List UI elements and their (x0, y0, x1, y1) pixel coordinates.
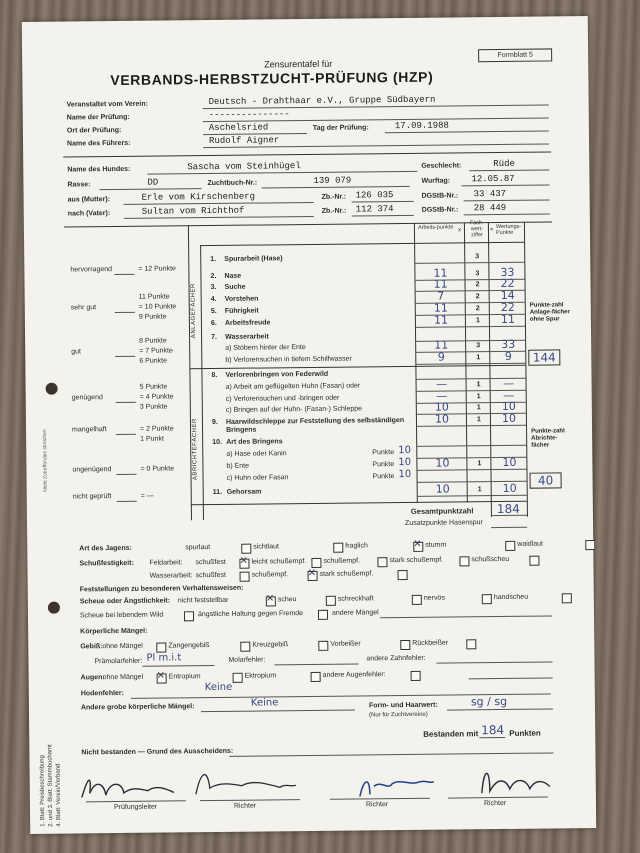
wurftag-label: Wurftag: (421, 177, 451, 185)
row-wertung: 10 (501, 411, 517, 425)
row-fachwert: 2 (475, 281, 480, 289)
row-line (416, 425, 526, 427)
side-note-4: Nicht Zutreffendes streichen (42, 429, 49, 492)
row-line (416, 445, 526, 447)
option-label: spurlaut (185, 544, 211, 552)
verein-label: Veranstaltet vom Verein: (66, 100, 148, 109)
wurftag-line (461, 184, 549, 186)
sig-role-1: Prüfungsleiter (113, 803, 158, 812)
signature-pruefungsleiter (82, 779, 174, 797)
vater-dgstb-value: 28 449 (473, 202, 507, 214)
scale-label: hervorragend (70, 266, 113, 274)
side-note-1: 1. Blatt: Preisbeschreibung (39, 755, 47, 827)
geschlecht-line (469, 169, 549, 171)
option-checkbox[interactable] (562, 593, 572, 603)
option-checkbox[interactable] (241, 544, 251, 554)
option-checkbox[interactable] (398, 570, 408, 580)
option-label: Rückbeißer (412, 639, 449, 647)
tag-value: 17.09.1988 (394, 120, 449, 132)
row-label: a) Arbeit am geflügelten Huhn (Fasan) oder (225, 382, 361, 391)
vater-dgstb-line (464, 213, 550, 215)
row-number: 3. (210, 283, 217, 292)
row-wertung: — (503, 388, 515, 402)
scale-label: ungenügend (72, 466, 112, 474)
scale-points: = 12 Punkte (138, 265, 176, 273)
header-subtitle: Zensurentafel für (264, 58, 333, 70)
option-checkbox[interactable] (412, 595, 422, 605)
option-checkbox[interactable] (240, 642, 250, 652)
row-arbeitspunkte: 11 (433, 266, 448, 280)
abricht-sum-label: Punkte-zahl Abrichte-fächer (531, 428, 565, 449)
name-pruefung-value: --------------- (208, 109, 290, 121)
row-wertung: 9 (504, 349, 512, 363)
zuchtbuch-value: 139 079 (313, 175, 352, 186)
row-arbeitspunkte: 11 (433, 301, 448, 315)
mutter-value: Erle vom Kirschenberg (141, 191, 256, 203)
row-number: 8. (211, 371, 218, 380)
mutter-dgstb-label: DGStB-Nr.: (421, 192, 459, 200)
scale-line (117, 474, 137, 475)
option-checkbox[interactable] (482, 594, 492, 604)
row-wertung: 10 (501, 399, 516, 413)
row-label: Spurarbeit (Hase) (224, 255, 283, 263)
bestanden-label: Bestanden mit (423, 729, 479, 739)
row-arbeitspunkte: 10 (435, 456, 450, 470)
abricht-sum-box: 40 (530, 472, 562, 488)
option-checkbox[interactable] (505, 541, 515, 551)
angst-checkbox[interactable] (318, 610, 328, 620)
option-label: stumm (425, 541, 447, 549)
scale-label: genügend (71, 394, 103, 402)
row-label: Wasserarbeit (225, 333, 269, 341)
row-arbeitspunkte: 11 (433, 277, 448, 291)
option-checkbox[interactable] (233, 673, 243, 683)
wild-checkbox[interactable] (184, 611, 194, 621)
option-checkbox[interactable] (459, 556, 469, 566)
vater-zb-value: 112 374 (355, 204, 394, 215)
vater-zb-label: Zb.-Nr.: (321, 207, 347, 215)
option-checkbox[interactable] (377, 557, 387, 567)
scale-points: 3 Punkte (139, 403, 168, 411)
wurftag-value: 12.05.87 (471, 173, 515, 185)
row-sub-value: 10 (398, 456, 412, 469)
check-mark-icon: ✕ (413, 538, 422, 550)
option-checkbox[interactable] (311, 558, 321, 568)
row-label: c) Huhn oder Fasan (226, 474, 289, 482)
tag-label: Tag der Prüfung: (312, 124, 369, 132)
grobe-value: Keine (250, 697, 279, 709)
row-fachwert: 1 (477, 460, 482, 468)
divider-top (63, 151, 551, 157)
gebiss-label: Gebiß: (80, 643, 103, 651)
row-number: 5. (210, 307, 217, 316)
option-label: Kreuzgebiß (252, 641, 289, 649)
dog-name-label: Name des Hundes: (67, 165, 131, 174)
row-wertung: 10 (502, 455, 517, 469)
row-wertung: 22 (500, 276, 515, 290)
scale-line (116, 434, 136, 435)
formblatt-box: Formblatt 5 (478, 48, 552, 62)
scale-line (114, 274, 134, 275)
option-label: fraglich (345, 542, 368, 550)
zuchtbuch-line (262, 186, 410, 189)
scale-points: 6 Punkte (139, 357, 167, 365)
col-header-x: x (457, 227, 462, 234)
option-label: waidlaut (517, 540, 543, 548)
scale-points: = 2 Punkte (139, 425, 174, 433)
option-label: ohne Mängel (102, 673, 144, 682)
row-fachwert: 2 (475, 293, 480, 301)
zusatz-line (491, 527, 527, 528)
verein-value: Deutsch - Drahthaar e.V., Gruppe Südbayern (208, 94, 436, 108)
row-number: 9. (211, 418, 218, 427)
mutter-dgstb-line (464, 199, 550, 201)
verhalten-label: Feststellungen zu besonderen Verhaltensweisen: (79, 584, 244, 594)
scale-points: = 0 Punkte (140, 465, 175, 473)
molar-label: Molarfehler: (228, 656, 266, 664)
abricht-bottom (191, 501, 527, 506)
fuehrer-label: Name des Führers: (67, 139, 131, 148)
augen-andere-line (469, 677, 553, 679)
row-line (414, 262, 524, 264)
row-arbeitspunkte: — (436, 377, 448, 391)
zuchtbuch-label: Zuchtbuch-Nr.: (207, 179, 258, 188)
option-checkbox[interactable] (411, 671, 421, 681)
row-fachwert: 1 (475, 317, 480, 325)
total-line (491, 515, 527, 516)
option-checkbox[interactable] (585, 540, 595, 550)
signature-richter-2 (360, 781, 434, 796)
check-mark-icon: ✕ (156, 670, 166, 682)
scale-line (117, 501, 137, 502)
col-header-eq: = (489, 227, 494, 234)
scale-line (116, 402, 136, 403)
zusatz-label: Zusatzpunkte Hasenspur (405, 519, 483, 527)
mutter-zb-label: Zb.-Nr.: (321, 193, 347, 201)
option-label: ohne Mängel (102, 642, 143, 651)
vater-dgstb-label: DGStB-Nr.: (421, 206, 459, 214)
punch-hole-top (46, 383, 58, 395)
andere-maengel-line (380, 615, 552, 618)
option-checkbox[interactable] (466, 639, 476, 649)
option-label: schußempf. (323, 557, 361, 565)
row-line (416, 469, 526, 471)
koerper-label: Körperliche Mängel: (80, 627, 148, 636)
vater-label: nach (Vater): (67, 210, 111, 218)
bestanden-value: 184 (481, 722, 505, 738)
scale-points: 5 Punkte (139, 383, 168, 391)
scale-points: 1 Punkt (140, 435, 164, 443)
rasse-line (100, 188, 202, 190)
dog-name-value: Sascha vom Steinhügel (187, 161, 301, 173)
scale-points: = — (140, 492, 154, 500)
mutter-dgstb-value: 33 437 (473, 188, 507, 200)
jagen-label: Art des Jagens: (79, 544, 132, 553)
bestanden-suffix: Punkten (509, 728, 541, 738)
row-fachwert: 1 (477, 486, 482, 494)
row-fachwert: 1 (476, 381, 481, 389)
row-label: Suche (224, 283, 246, 291)
scale-points: 8 Punkte (139, 337, 167, 345)
mutter-zb-value: 126 035 (355, 190, 394, 201)
option-label: sichtlaut (253, 543, 279, 551)
geschlecht-value: Rüde (493, 158, 515, 170)
option-label: Zangengebiß (168, 642, 210, 650)
option-label: Vorbeißer (330, 640, 361, 648)
form-value: sg / sg (470, 694, 508, 709)
bestanden-line (479, 737, 505, 738)
anlage-category-label: ANLAGEFÄCHER (190, 283, 198, 339)
row-label: c) Verlorensuchen und -bringen oder (225, 394, 340, 403)
option-label: schreckhaft (337, 595, 374, 603)
row-fachwert: 3 (475, 270, 480, 278)
row-number: 6. (210, 319, 217, 328)
wasser-label: Wasserarbeit: (149, 572, 193, 580)
row-label: Verlorenbringen von Federwild (225, 370, 329, 379)
row-fachwert: 3 (475, 253, 480, 261)
check-mark-icon: ✕ (307, 567, 317, 580)
fuehrer-value: Rudolf Aigner (208, 135, 280, 147)
check-mark-icon: ✕ (239, 555, 248, 567)
row-line (415, 326, 525, 328)
scale-points: 11 Punkte (138, 293, 170, 301)
check-mark-icon: ✕ (265, 593, 275, 605)
row-label: a) Stöbern hinter der Ente (225, 344, 306, 352)
row-wertung: 14 (500, 288, 515, 302)
option-checkbox[interactable] (326, 596, 336, 606)
scale-label: nicht geprüft (72, 493, 112, 501)
page-title: VERBANDS-HERBSTZUCHT-PRÜFUNG (HZP) (110, 68, 434, 89)
scale-points: = 7 Punkte (139, 347, 173, 355)
mutter-label: aus (Mutter): (67, 196, 111, 204)
row-arbeitspunkte: 7 (437, 289, 445, 303)
row-arbeitspunkte: 9 (437, 350, 445, 364)
anlage-bottom (189, 365, 525, 370)
row-label: Nase (224, 272, 242, 280)
geschlecht-label: Geschlecht: (421, 162, 462, 170)
angst-label: ängstliche Haltung gegen Fremde (197, 610, 304, 619)
option-label: Ektropium (244, 672, 277, 680)
hoden-value: Keine (204, 681, 233, 694)
row-fachwert: 1 (476, 404, 481, 412)
option-label: schußfest (195, 558, 226, 567)
grobe-label: Andere grobe körperliche Mängel: (80, 703, 195, 712)
side-note-2: 2. und 3. Blatt: Stammbuchamt (47, 744, 55, 827)
form-label: Form- und Haarwert: (368, 701, 438, 710)
andere-maengel-label: andere Mängel (331, 609, 379, 617)
augen-label: Augen: (80, 674, 105, 682)
anlage-sum-box: 144 (528, 349, 560, 365)
option-label: stark schußempf. (389, 556, 444, 565)
row-fachwert: 3 (476, 342, 481, 350)
wild-label: Scheue bei lebendem Wild (79, 611, 164, 620)
row-line (417, 495, 527, 497)
feld-label: Feldarbeit: (149, 559, 183, 567)
row-label: Arbeitsfreude (224, 319, 271, 327)
table-category-divider (200, 245, 204, 520)
row-label: a) Hase oder Kanin (226, 450, 287, 458)
row-arbeitspunkte: 11 (434, 338, 449, 352)
option-label: schußempf. (251, 571, 289, 579)
form-line (447, 708, 553, 710)
sig-role-3: Richter (365, 801, 389, 809)
ort-value: Aschelsried (208, 122, 269, 134)
option-label: scheu (277, 596, 297, 604)
scale-points: = 10 Punkte (138, 303, 177, 311)
row-label: Führigkeit (224, 307, 259, 315)
total-label: Gesamtpunktzahl (410, 506, 474, 516)
row-label: Gehorsam (226, 488, 262, 496)
row-label: Art des Bringens (226, 438, 283, 446)
row-label: Vorstehen (224, 295, 259, 303)
total-value: 184 (496, 501, 520, 517)
row-label: b) Verlorensuchen in tiefem Schilfwasser (225, 355, 352, 364)
scale-label: sehr gut (70, 304, 97, 312)
option-checkbox[interactable] (156, 643, 166, 653)
option-checkbox[interactable] (318, 641, 328, 651)
rasse-label: Rasse: (67, 181, 91, 189)
row-fachwert: 1 (476, 393, 481, 401)
row-sub-value: 10 (398, 468, 412, 481)
scale-points: = 4 Punkte (139, 393, 174, 401)
row-sub-value: 10 (398, 444, 412, 457)
scale-line (115, 312, 135, 313)
hoden-label: Hodenfehler: (80, 689, 125, 698)
mutter-zb-line (352, 201, 414, 203)
option-label: andere Augenfehler: (322, 671, 386, 679)
score-sheet (22, 16, 596, 834)
row-label: Haarwildschleppe zur Feststellung des selbständigen Bringens (225, 417, 405, 434)
row-wertung: 11 (500, 312, 515, 326)
row-arbeitspunkte: 10 (435, 482, 450, 496)
option-label: nervös (423, 594, 445, 602)
col-wp-right (524, 222, 528, 517)
vater-value: Sultan vom Richthof (141, 205, 245, 217)
praemolar-line (143, 665, 215, 667)
col-header-fachwert: Fach-wert-ziffer (469, 220, 484, 239)
option-label: schußscheu (471, 555, 510, 564)
col-header-arbeitspunkte: Arbeits-punkte (417, 224, 454, 231)
table-header-bottom (200, 242, 524, 246)
row-sub-label: Punkte (372, 461, 395, 469)
row-arbeitspunkte: — (436, 389, 448, 403)
side-note-3: 4. Blatt: Verein/Verband (55, 763, 63, 827)
abricht-category-label: ABRICHTEFÄCHER (191, 418, 199, 481)
nicht-bestanden-label: Nicht bestanden — Grund des Ausscheidens: (81, 747, 234, 757)
row-number: 1. (210, 255, 217, 264)
row-sub-label: Punkte (372, 449, 395, 457)
grobe-line (201, 710, 355, 713)
option-checkbox[interactable] (240, 572, 250, 582)
row-number: 7. (211, 333, 217, 342)
zahn-label: andere Zahnfehler: (366, 654, 426, 663)
col-header-wertungs: Wertungs-Punkte (495, 223, 522, 237)
praemolar-label: Prämolarfehler: (94, 657, 143, 666)
sig-role-2: Richter (233, 802, 257, 810)
row-sub-label: Punkte (372, 473, 395, 481)
option-checkbox[interactable] (311, 672, 321, 682)
rasse-value: DD (147, 177, 159, 188)
option-label: nicht feststellbar (177, 596, 229, 605)
scheu-label: Scheue oder Ängstlichkeit: (79, 597, 171, 606)
scale-points: 9 Punkte (138, 313, 167, 321)
row-wertung: 33 (501, 337, 516, 351)
row-label: c) Bringen auf der Huhn- (Fasan-) Schleppe (225, 405, 363, 414)
option-checkbox[interactable] (529, 556, 539, 566)
row-wertung: 10 (502, 481, 517, 495)
schuss-label: Schußfestigkeit: (79, 559, 134, 568)
sig-role-4: Richter (483, 799, 507, 808)
zahn-line (436, 661, 552, 663)
anlage-sum-label: Punkte-zahl Anlage-fächer ohne Spur (529, 302, 570, 323)
row-fachwert: 1 (476, 354, 481, 362)
row-label: b) Ente (226, 462, 250, 470)
option-label: handscheu (493, 593, 529, 602)
row-wertung: — (503, 376, 515, 390)
option-checkbox[interactable] (333, 543, 343, 553)
row-number: 4. (210, 295, 217, 304)
option-checkbox[interactable] (400, 640, 410, 650)
option-label: Entropium (168, 673, 201, 681)
scale-label: mangelhaft (72, 426, 107, 434)
praemolar-value: Pl m.i.t (146, 652, 182, 664)
signature-richter-1 (196, 774, 296, 795)
option-label: stark schußempf. (319, 570, 374, 578)
row-arbeitspunkte: 10 (434, 412, 450, 426)
row-number: 2. (210, 272, 217, 281)
name-pruefung-label: Name der Prüfung: (66, 113, 130, 122)
table-scale-divider (188, 225, 192, 520)
row-wertung: 33 (500, 265, 515, 279)
row-number: 10. (212, 438, 222, 447)
vater-zb-line (352, 215, 414, 217)
row-arbeitspunkte: 11 (433, 313, 448, 327)
molar-line (275, 663, 359, 665)
row-wertung: 22 (500, 300, 515, 314)
option-label: schußfest (195, 571, 226, 580)
form-note: (Nur für Zuchtvereine) (369, 711, 428, 719)
row-fachwert: 1 (476, 416, 481, 424)
option-label: leicht schußempf. (251, 558, 307, 566)
ort-label: Ort der Prüfung: (66, 126, 122, 135)
signature-richter-3 (482, 773, 550, 794)
row-number: 11. (212, 488, 223, 497)
scale-line (115, 356, 135, 357)
row-arbeitspunkte: 10 (434, 400, 449, 414)
punch-hole-bottom (48, 602, 60, 614)
scale-label: gut (71, 348, 81, 356)
row-fachwert: 2 (475, 305, 480, 313)
